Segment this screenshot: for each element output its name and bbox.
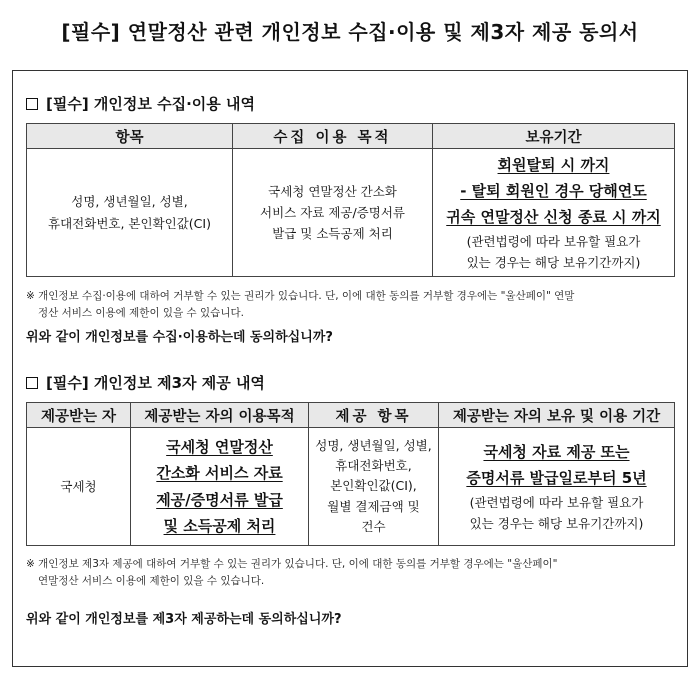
header-recipient-retention: 제공받는 자의 보유 및 이용 기간 [439,403,675,428]
cell-recipient-purpose [131,428,309,546]
header-recipient: 제공받는 자 [27,403,131,428]
cell-retention [433,149,675,277]
cell-line-strong: 국세청 자료 제공 또는 [483,443,630,461]
cell-line: 있는 경우는 해당 보유기간까지) [466,254,641,270]
cell-items [27,149,233,277]
section1-question: 위와 같이 개인정보를 수집·이용하는데 동의하십니까? [26,330,333,345]
cell-line: 서비스 자료 제공/증명서류 [260,204,405,220]
cell-recipient: 국세청 [27,428,131,546]
table-row [27,428,675,546]
cell-line: 본인확인값(CI), [330,478,417,494]
note-line: 정산 서비스 이용에 제한이 있을 수 있습니다. [38,307,244,320]
cell-line: 건수 [361,518,386,534]
page-title: [필수] 연말정산 관련 개인정보 수집·이용 및 제3자 제공 동의서 [61,20,639,44]
cell-line: (관련법령에 따라 보유할 필요가 [466,233,641,249]
cell-line: 휴대전화번호, 본인확인값(CI) [48,215,211,231]
cell-line-strong: 간소화 서비스 자료 [156,464,283,483]
cell-line-strong: 회원탈퇴 시 까지 [497,155,610,174]
header-purpose: 수집 이용 목적 [233,124,433,149]
cell-recipient-retention [439,428,675,546]
section2-heading [26,372,265,393]
cell-line: (관련법령에 따라 보유할 필요가 [469,494,644,510]
cell-provided-items [309,428,439,546]
table-row [27,149,675,277]
table-header-row [27,403,675,428]
cell-line: 성명, 생년월일, 성별, [71,194,188,210]
note-line: ※ 개인정보 수집·이용에 대하여 거부할 수 있는 권리가 있습니다. 단, 이에 대한 동의를 거부할 경우에는 "울산페이" 연말 [26,290,575,302]
cell-line: 발급 및 소득공제 처리 [272,226,393,242]
third-party-table [26,402,675,546]
section2-question: 위와 같이 개인정보를 제3자 제공하는데 동의하십니까? [26,612,342,627]
checkbox-square-icon [26,98,38,110]
section2-note [26,556,676,591]
checkbox-square-icon [26,377,38,389]
cell-line: 있는 경우는 해당 보유기간까지) [469,515,644,531]
header-items: 항목 [27,124,233,149]
section1-heading-text: [필수] 개인정보 수집·이용 내역 [46,95,255,113]
cell-purpose [233,149,433,277]
header-provided-items: 제공 항목 [309,403,439,428]
section2-heading-text: [필수] 개인정보 제3자 제공 내역 [46,374,265,392]
section1-heading [26,93,255,114]
header-retention: 보유기간 [433,124,675,149]
cell-line-strong: 증명서류 발급일로부터 5년 [466,469,647,488]
cell-line: 월별 결제금액 및 [327,498,420,514]
collection-table [26,123,675,277]
section1-note [26,288,676,323]
cell-line-strong: 제공/증명서류 발급 [156,490,283,509]
header-recipient-purpose: 제공받는 자의 이용목적 [131,403,309,428]
cell-line-strong: 귀속 연말정산 신청 종료 시 까지 [446,208,661,227]
note-line: ※ 개인정보 제3자 제공에 대하여 거부할 수 있는 권리가 있습니다. 단, 이에 대한 동의를 거부할 경우에는 "울산페이" [26,558,558,570]
cell-line: 국세청 연말정산 간소화 [268,183,397,199]
cell-line: 성명, 생년월일, 성별, [315,437,432,453]
table-header-row [27,124,675,149]
cell-line-strong: - 탈퇴 회원인 경우 당해연도 [460,182,647,201]
note-line: 연말정산 서비스 이용에 제한이 있을 수 있습니다. [38,575,265,588]
cell-line: 휴대전화번호, [335,458,412,474]
cell-line-strong: 국세청 연말정산 [166,438,273,456]
cell-line-strong: 및 소득공제 처리 [163,516,276,535]
